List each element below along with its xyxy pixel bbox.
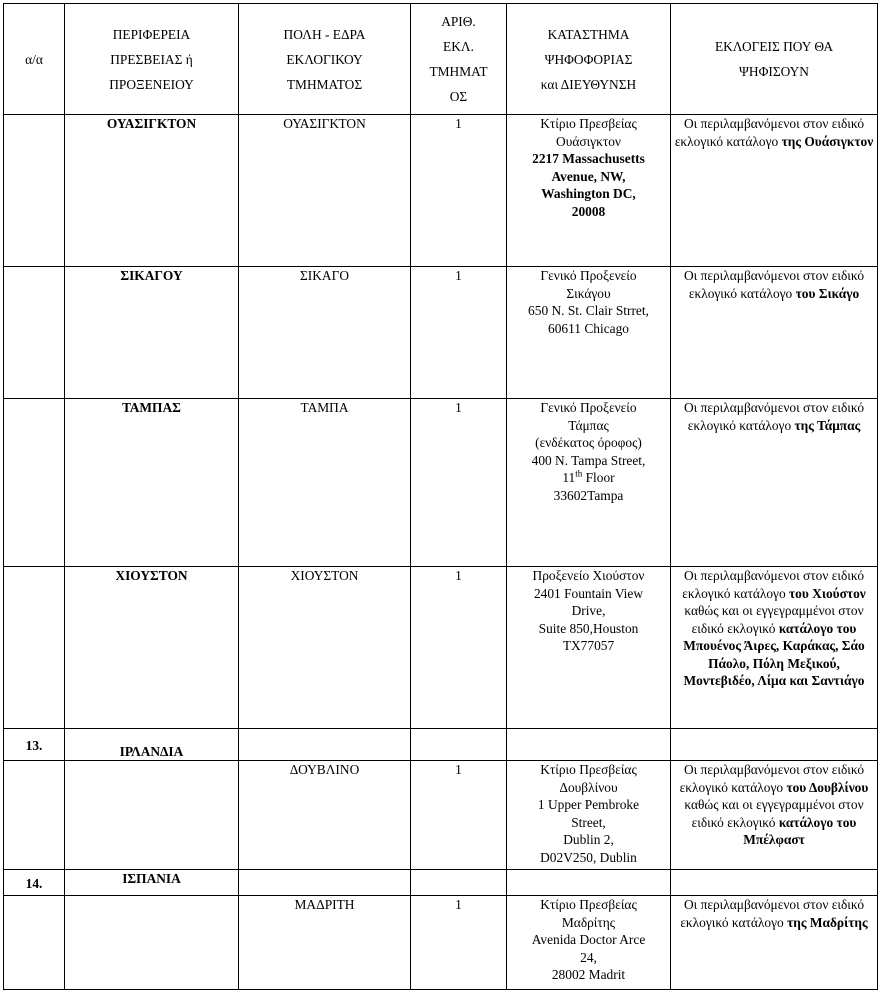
count-cell: 1	[411, 896, 507, 990]
count-cell: 1	[411, 115, 507, 267]
voters-cell: Οι περιλαμβανόμενοι στον ειδικό εκλογικό κατάλογο του Δουβλίνου καθώς και οι εγγεγραμμένοι στον ειδικό εκλογικό κατάλογο του Μπέλφαστ	[671, 761, 878, 870]
row-number-cell: 14.	[4, 870, 65, 896]
venue-cell: Κτίριο Πρεσβείας Ουάσιγκτον 2217 Massachusetts Avenue, NW, Washington DC, 20008	[507, 115, 671, 267]
row-number-cell: 13.	[4, 729, 65, 761]
venue-cell	[507, 729, 671, 761]
header-region: ΠΕΡΙΦΕΡΕΙΑ ΠΡΕΣΒΕΙΑΣ ή ΠΡΟΞΕΝΕΙΟΥ	[65, 4, 239, 115]
voters-cell: Οι περιλαμβανόμενοι στον ειδικό εκλογικό κατάλογο της Ουάσιγκτον	[671, 115, 878, 267]
city-cell	[239, 870, 411, 896]
city-cell: ΔΟΥΒΛΙΝΟ	[239, 761, 411, 870]
table-row	[4, 115, 878, 267]
table-row	[4, 896, 878, 990]
region-cell: ΤΑΜΠΑΣ	[65, 399, 239, 567]
region-cell	[65, 896, 239, 990]
count-cell: 1	[411, 399, 507, 567]
region-cell: ΣΙΚΑΓΟΥ	[65, 267, 239, 399]
city-cell: ΤΑΜΠΑ	[239, 399, 411, 567]
count-cell: 1	[411, 567, 507, 729]
header-aa: α/α	[4, 4, 65, 115]
table-row	[4, 567, 878, 729]
count-cell	[411, 870, 507, 896]
country-row	[4, 870, 878, 896]
city-cell: ΣΙΚΑΓΟ	[239, 267, 411, 399]
count-cell: 1	[411, 267, 507, 399]
region-cell: ΙΡΛΑΝΔΙΑ	[65, 729, 239, 761]
header-venue: ΚΑΤΑΣΤΗΜΑ ΨΗΦΟΦΟΡΙΑΣ και ΔΙΕΥΘΥΝΣΗ	[507, 4, 671, 115]
venue-cell: Κτίριο Πρεσβείας Δουβλίνου 1 Upper Pembroke Street, Dublin 2, D02V250, Dublin	[507, 761, 671, 870]
count-cell: 1	[411, 761, 507, 870]
venue-cell: Γενικό Προξενείο Σικάγου 650 N. St. Clair Strret, 60611 Chicago	[507, 267, 671, 399]
header-count: ΑΡΙΘ. ΕΚΛ. ΤΜΗΜΑΤ ΟΣ	[411, 4, 507, 115]
row-number-cell	[4, 399, 65, 567]
voters-cell: Οι περιλαμβανόμενοι στον ειδικό εκλογικό κατάλογο του Χιούστον καθώς και οι εγγεγραμμένοι στον ειδικό εκλογικό κατάλογο του Μπουένος Άιρες, Καράκας, Σάο Πάολο, Πόλη Μεξικού, Μοντεβιδέο, Λίμα και Σαντιάγο	[671, 567, 878, 729]
region-cell	[65, 761, 239, 870]
city-cell: ΧΙΟΥΣΤΟΝ	[239, 567, 411, 729]
region-cell: ΙΣΠΑΝΙΑ	[65, 870, 239, 896]
header-city: ΠΟΛΗ - ΕΔΡΑ ΕΚΛΟΓΙΚΟΥ ΤΜΗΜΑΤΟΣ	[239, 4, 411, 115]
count-cell	[411, 729, 507, 761]
region-cell: ΟΥΑΣΙΓΚΤΟΝ	[65, 115, 239, 267]
region-cell: ΧΙΟΥΣΤΟΝ	[65, 567, 239, 729]
header-row	[4, 4, 878, 115]
voters-cell	[671, 870, 878, 896]
voters-cell	[671, 729, 878, 761]
row-number-cell	[4, 567, 65, 729]
voters-cell: Οι περιλαμβανόμενοι στον ειδικό εκλογικό κατάλογο της Μαδρίτης	[671, 896, 878, 990]
table-row	[4, 399, 878, 567]
document-page	[3, 3, 878, 990]
venue-cell: Κτίριο Πρεσβείας Μαδρίτης Avenida Doctor Arce 24, 28002 Madrit	[507, 896, 671, 990]
row-number-cell	[4, 267, 65, 399]
voters-cell: Οι περιλαμβανόμενοι στον ειδικό εκλογικό κατάλογο της Τάμπας	[671, 399, 878, 567]
header-voters: ΕΚΛΟΓΕΙΣ ΠΟΥ ΘΑ ΨΗΦΙΣΟΥΝ	[671, 4, 878, 115]
row-number-cell	[4, 896, 65, 990]
city-cell: ΟΥΑΣΙΓΚΤΟΝ	[239, 115, 411, 267]
venue-cell: Γενικό Προξενείο Τάμπας (ενδέκατος όροφος) 400 N. Tampa Street, 11th Floor 33602Tampa	[507, 399, 671, 567]
row-number-cell	[4, 761, 65, 870]
city-cell	[239, 729, 411, 761]
row-number-cell	[4, 115, 65, 267]
city-cell: ΜΑΔΡΙΤΗ	[239, 896, 411, 990]
polling-stations-table	[3, 3, 878, 990]
table-row	[4, 761, 878, 870]
venue-cell: Προξενείο Χιούστον 2401 Fountain View Drive, Suite 850,Houston TX77057	[507, 567, 671, 729]
voters-cell: Οι περιλαμβανόμενοι στον ειδικό εκλογικό κατάλογο του Σικάγο	[671, 267, 878, 399]
table-row	[4, 267, 878, 399]
country-row	[4, 729, 878, 761]
venue-cell	[507, 870, 671, 896]
